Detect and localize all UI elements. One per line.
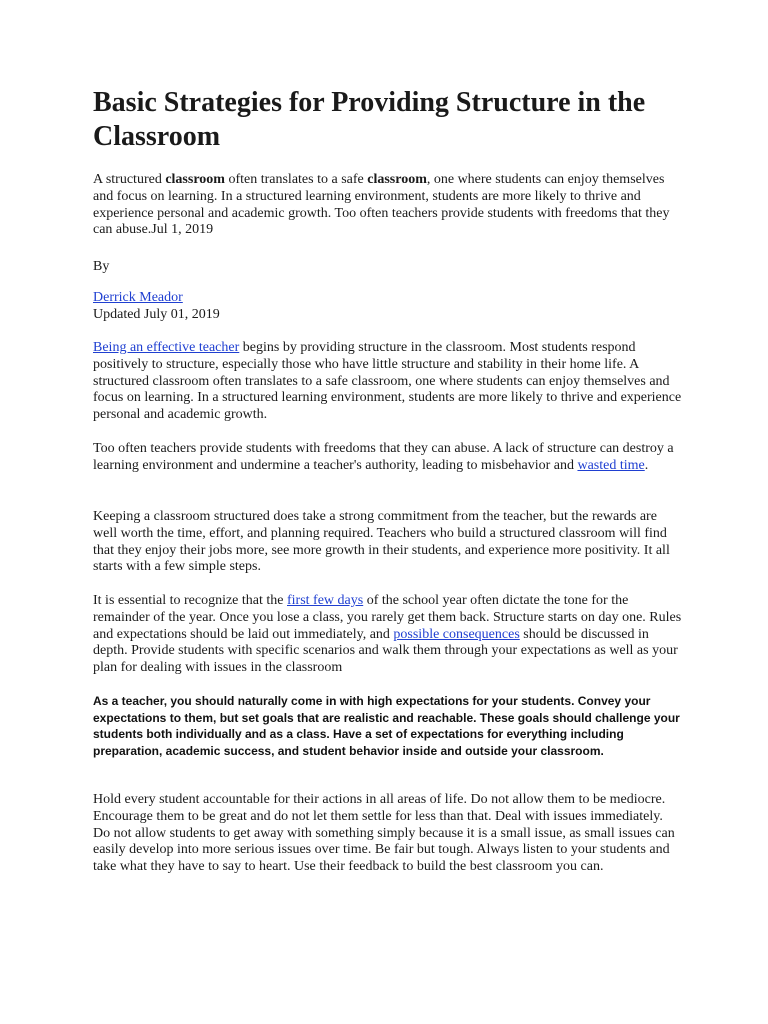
first-few-days-link[interactable]: first few days bbox=[287, 593, 364, 608]
effective-teacher-link[interactable]: Being an effective teacher bbox=[93, 340, 240, 355]
paragraph-6: Hold every student accountable for their actions in all areas of life. Do not allow them to be mediocre. Encourage them to be great and do not let them settle for less than that. Deal with issues immediately. Do not allow students to get away with something simply because it is a small issue, as small issues can easily develop into more serious issues over time. Be fair but tough. Always listen to your students and take what they have to say to heart. Use their feedback to build the best classroom you can. bbox=[93, 792, 675, 875]
paragraph-4: It is essential to recognize that the first few days of the school year often dictate the tone for the remainder of the year. Once you lose a class, you rarely get them back. Structure starts on day one. Rules and expectations should be laid out immediately, and possible consequences should be discussed in depth. Provide students with specific scenarios and walk them through your expectations as well as your plan for dealing with issues in the classroom bbox=[93, 593, 682, 676]
page-title: Basic Strategies for Providing Structure in the Classroom bbox=[93, 87, 646, 152]
intro-bold-term: classroom bbox=[367, 172, 427, 187]
paragraph-3: Keeping a classroom structured does take a strong commitment from the teacher, but the rewards are well worth the time, effort, and planning required. Teachers who build a structured classroom will find that they enjoy their jobs more, see more growth in their students, and experience more positivity. It all starts with a few simple steps. bbox=[93, 509, 670, 575]
author-link[interactable]: Derrick Meador bbox=[93, 290, 183, 305]
intro-paragraph: A structured classroom often translates to a safe classroom, one where students can enjoy themselves and focus on learning. In a structured learning environment, students are more likely to thrive and experience personal and academic growth. Too often teachers provide students with freedoms that they can abuse.Jul 1, 2019 bbox=[93, 172, 670, 238]
byline-by: By bbox=[93, 259, 110, 274]
byline bbox=[93, 290, 683, 324]
possible-consequences-link[interactable]: possible consequences bbox=[393, 626, 520, 642]
intro-bold-term: classroom bbox=[165, 172, 225, 187]
updated-date: Updated July 01, 2019 bbox=[93, 306, 220, 322]
paragraph-2: Too often teachers provide students with freedoms that they can abuse. A lack of structure can destroy a learning environment and undermine a teacher's authority, leading to misbehavior and wasted time. bbox=[93, 441, 674, 473]
expectations-paragraph: As a teacher, you should naturally come in with high expectations for your students. Convey your expectations to them, but set goals that are realistic and reachable. These goals should challenge your students both individually and as a class. Have a set of expectations for everything including preparation, academic success, and student behavior inside and outside your classroom. bbox=[93, 694, 680, 758]
paragraph-1: Being an effective teacher begins by providing structure in the classroom. Most students respond positively to structure, especially those who have little structure and stability in their home life. A structured classroom often translates to a safe classroom, one where students can enjoy themselves and focus on learning. In a structured learning environment, students are more likely to thrive and experience personal and academic growth. bbox=[93, 340, 682, 423]
wasted-time-link[interactable]: wasted time bbox=[577, 457, 645, 473]
